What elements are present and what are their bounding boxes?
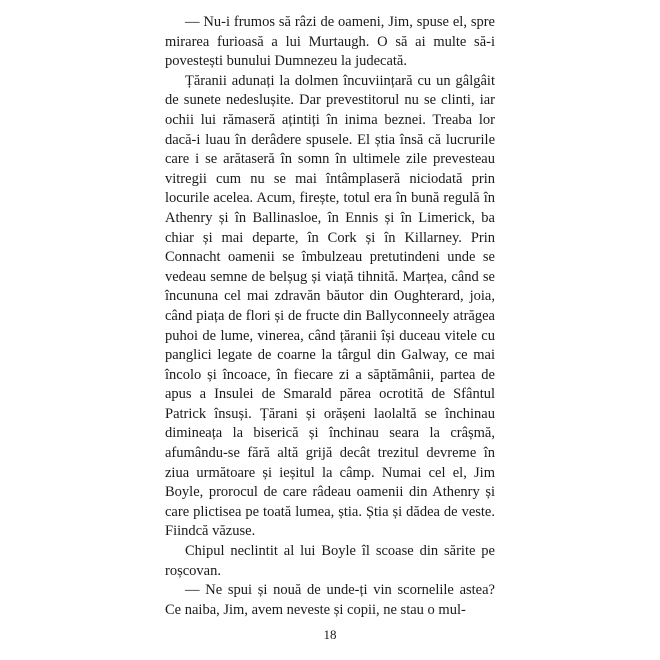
paragraph-1: — Nu-i frumos să râzi de oameni, Jim, spuse el, spre mirarea furioasă a lui Murtaugh. O să ai multe să-i povestești bunului Dumnezeu la judecată. — [165, 14, 495, 70]
paragraph-2: Țăranii adunați la dolmen încuviințară cu un gâlgâit de sunete nedeslușite. Dar prevestitorul nu se clinti, iar ochii lui rămaseră ațintiți în inima beznei. Treaba lor dacă-i luau în derâdere spusele. El știa însă că lucrurile care i se arătaseră în somn în ultimele zile prevesteau vitregii cum nu se mai întâmplaseră niciodată prin locurile acelea. Acum, firește, totul era în bună regulă în Athenry și în Ballinasloe, în Ennis și în Limerick, ba chiar și mai departe, în Cork și în Killarney. Prin Connacht oamenii se îmbulzeau pretutindeni unde se vedeau semne de belșug și viață tihnită. Marțea, când se încununa cel mai zdravăn băutor din Oughterard, joia, când piața de flori și de fructe din Ballyconneely atrăgea puhoi de lume, vinerea, când țăranii își duceau vitele cu panglici legate de coarne la târgul din Galway, ce mai încolo și încoace, în fiecare zi a săptămânii, partea de apus a Insulei de Smarald părea ocrotită de Sfântul Patrick însuși. Țărani și orășeni laolaltă se închinau dimineața la biserică și închinau seara la crâșmă, afumându-se fără altă grijă decât trezitul devreme în ziua următoare și ieșitul la câmp. Numai cel el, Jim Boyle, prorocul de care râdeau oamenii din Athenry și care plictisea pe toată lumea, știa. Știa și dădea de veste. Fiindcă văzuse. — [165, 72, 495, 540]
paragraph-4: — Ne spui și nouă de unde-ți vin scornelile astea? Ce naiba, Jim, avem neveste și copii, ne stau o mul- — [165, 582, 495, 618]
page-number: 18 — [323, 627, 337, 642]
paragraph-3: Chipul neclintit al lui Boyle îl scoase din sărite pe roșcovan. — [165, 543, 495, 579]
book-page-text — [165, 13, 495, 620]
